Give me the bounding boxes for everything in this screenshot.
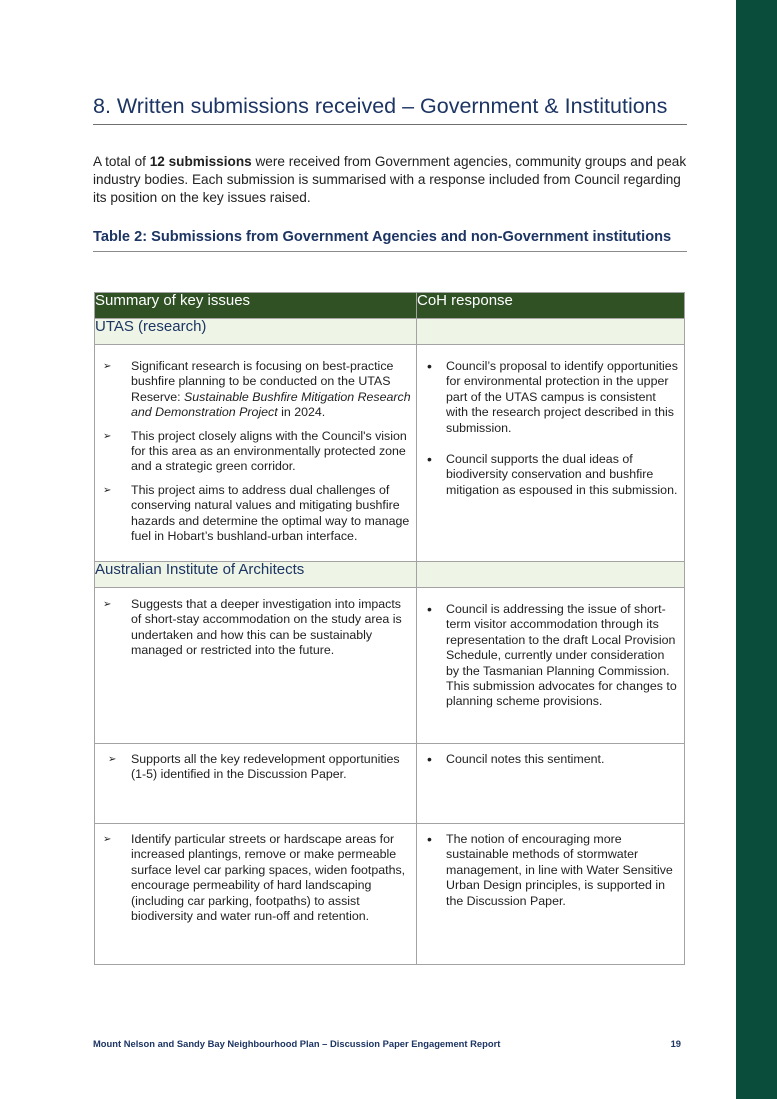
- table-header-row: [95, 293, 685, 319]
- group-title-utas: UTAS (research): [95, 318, 207, 335]
- response-item: • Council notes this sentiment.: [417, 752, 678, 767]
- response-item: • Council’s proposal to identify opportunities for environmental protection in the upper part of the UTAS campus is consistent with the research project described in this submission.: [417, 359, 678, 436]
- table-row: [95, 824, 685, 965]
- issues-list: [95, 588, 416, 659]
- issues-list: [95, 345, 416, 544]
- issue-item: ➢ This project aims to address dual challenges of conserving natural values and mitigating bushfire hazards and determine the optimal way to manage fuel in Hobart’s bushland-urban interface.: [95, 483, 412, 545]
- group-row-utas: [95, 319, 685, 345]
- response-list: [417, 824, 684, 909]
- submissions-table: [94, 292, 685, 965]
- page-footer: [93, 1038, 683, 1049]
- section-heading: 8. Written submissions received – Government & Institutions: [93, 94, 687, 125]
- intro-suffix: were received from Government agencies, community groups and peak industry bodies. Each submission is summarised with a response included from Council regarding its position on the key issues raised.: [93, 154, 687, 205]
- issue-item: ➢ Supports all the key redevelopment opportunities (1-5) identified in the Discussion Paper.: [95, 752, 412, 783]
- issues-list: [95, 824, 416, 924]
- issue-item: ➢ Significant research is focusing on best-practice bushfire planning to be conducted on the UTAS Reserve: Sustainable Bushfire Mitigation Research and Demonstration Project in 2024.: [95, 359, 412, 421]
- table-row: [95, 345, 685, 562]
- footer-title: Mount Nelson and Sandy Bay Neighbourhood Plan – Discussion Paper Engagement Report: [93, 1038, 501, 1049]
- issue-item: ➢ Suggests that a deeper investigation into impacts of short-stay accommodation on the study area is undertaken and how this can be sustainably managed or restricted into the future.: [95, 597, 412, 659]
- group-title-aia: Australian Institute of Architects: [95, 561, 305, 578]
- response-item: • Council supports the dual ideas of biodiversity conservation and bushfire mitigation as espoused in this submission.: [417, 452, 678, 498]
- table-row: [95, 744, 685, 824]
- group-row-aia: [95, 562, 685, 588]
- issue-item: ➢ This project closely aligns with the Council's vision for this area as an environmentally protected zone and a strategic green corridor.: [95, 429, 412, 475]
- intro-paragraph: [93, 153, 687, 207]
- response-list: [417, 588, 684, 710]
- table-row: [95, 588, 685, 744]
- table-caption: Table 2: Submissions from Government Agencies and non-Government institutions: [93, 226, 687, 252]
- column-header-response: CoH response: [417, 293, 685, 319]
- response-item: • The notion of encouraging more sustainable methods of stormwater management, in line with Water Sensitive Urban Design principles, is supported in the Discussion Paper.: [417, 832, 678, 909]
- response-item: • Council is addressing the issue of short-term visitor accommodation through its representation to the draft Local Provision Schedule, currently under consideration by the Tasmanian Planning Commission. This submission advocates for changes to planning scheme provisions.: [417, 602, 678, 710]
- column-header-issues: Summary of key issues: [95, 293, 417, 319]
- issue-item: ➢ Identify particular streets or hardscape areas for increased plantings, remove or make permeable surface level car parking spaces, widen footpaths, encourage permeability of hard landscaping (including car parking, footpaths) to assist biodiversity and water run-off and retention.: [95, 832, 412, 924]
- project-name: Sustainable Bushfire Mitigation Research and Demonstration Project: [131, 389, 411, 420]
- intro-count: 12 submissions: [149, 154, 252, 169]
- response-list: [417, 345, 684, 498]
- issues-list: [95, 744, 416, 783]
- side-accent-bar: [736, 0, 777, 1099]
- page-number: 19: [670, 1038, 681, 1049]
- intro-prefix: A total of: [93, 154, 150, 169]
- response-list: [417, 744, 684, 767]
